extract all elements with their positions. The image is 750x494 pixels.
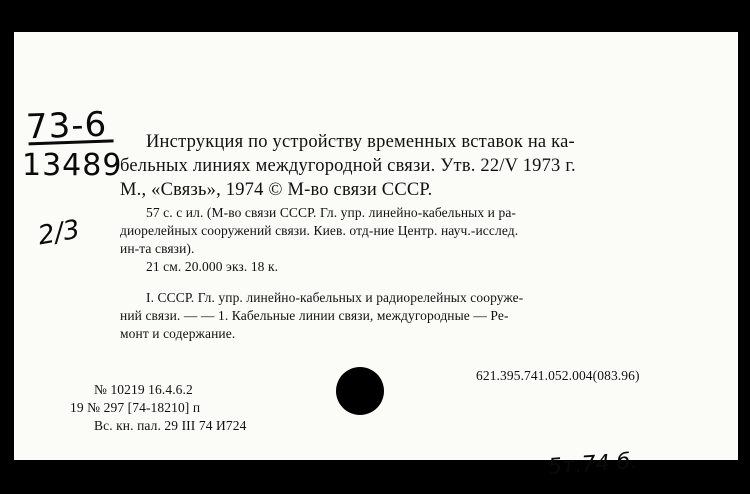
udc-code: 621.395.741.052.004(083.96) (476, 368, 640, 383)
footer-line-2: 19 № 297 [74-18210] п (70, 400, 201, 415)
handwritten-note: 5т.74 б. (547, 448, 639, 481)
footer-line-3: Вс. кн. пал. 29 III 74 И724 (94, 418, 247, 433)
title-line-3: М., «Связь», 1974 © М-во связи СССР. (120, 180, 433, 200)
subject-line-2: ний связи. — — 1. Кабельные линии связи, междугородные — Ре- (120, 308, 509, 323)
description-line-2: диорелейных сооружений связи. Киев. отд-ние Центр. науч.-исслед. (120, 223, 519, 238)
description-line-4: 21 см. 20.000 экз. 18 к. (146, 259, 279, 274)
subject-line-3: монт и содержание. (120, 326, 236, 341)
catalog-card (14, 32, 738, 481)
description-line-3: ин-та связи). (120, 241, 195, 256)
description-line-1: 57 с. с ил. (М-во связи СССР. Гл. упр. линейно-кабельных и ра- (146, 205, 517, 220)
title-line-2: бельных линиях междугородной связи. Утв. 22/V 1973 г. (120, 156, 576, 176)
handwritten-number: 13489 (22, 148, 123, 183)
title-line-1: Инструкция по устройству временных вставок на ка- (146, 132, 575, 152)
handwritten-shelf-code: 73-6 (25, 104, 108, 148)
punch-hole (336, 367, 384, 415)
handwritten-mark: 2/3 (35, 214, 83, 252)
footer-line-1: № 10219 16.4.6.2 (94, 382, 193, 397)
subject-line-1: I. СССР. Гл. упр. линейно-кабельных и радиорелейных сооруже- (146, 290, 524, 305)
